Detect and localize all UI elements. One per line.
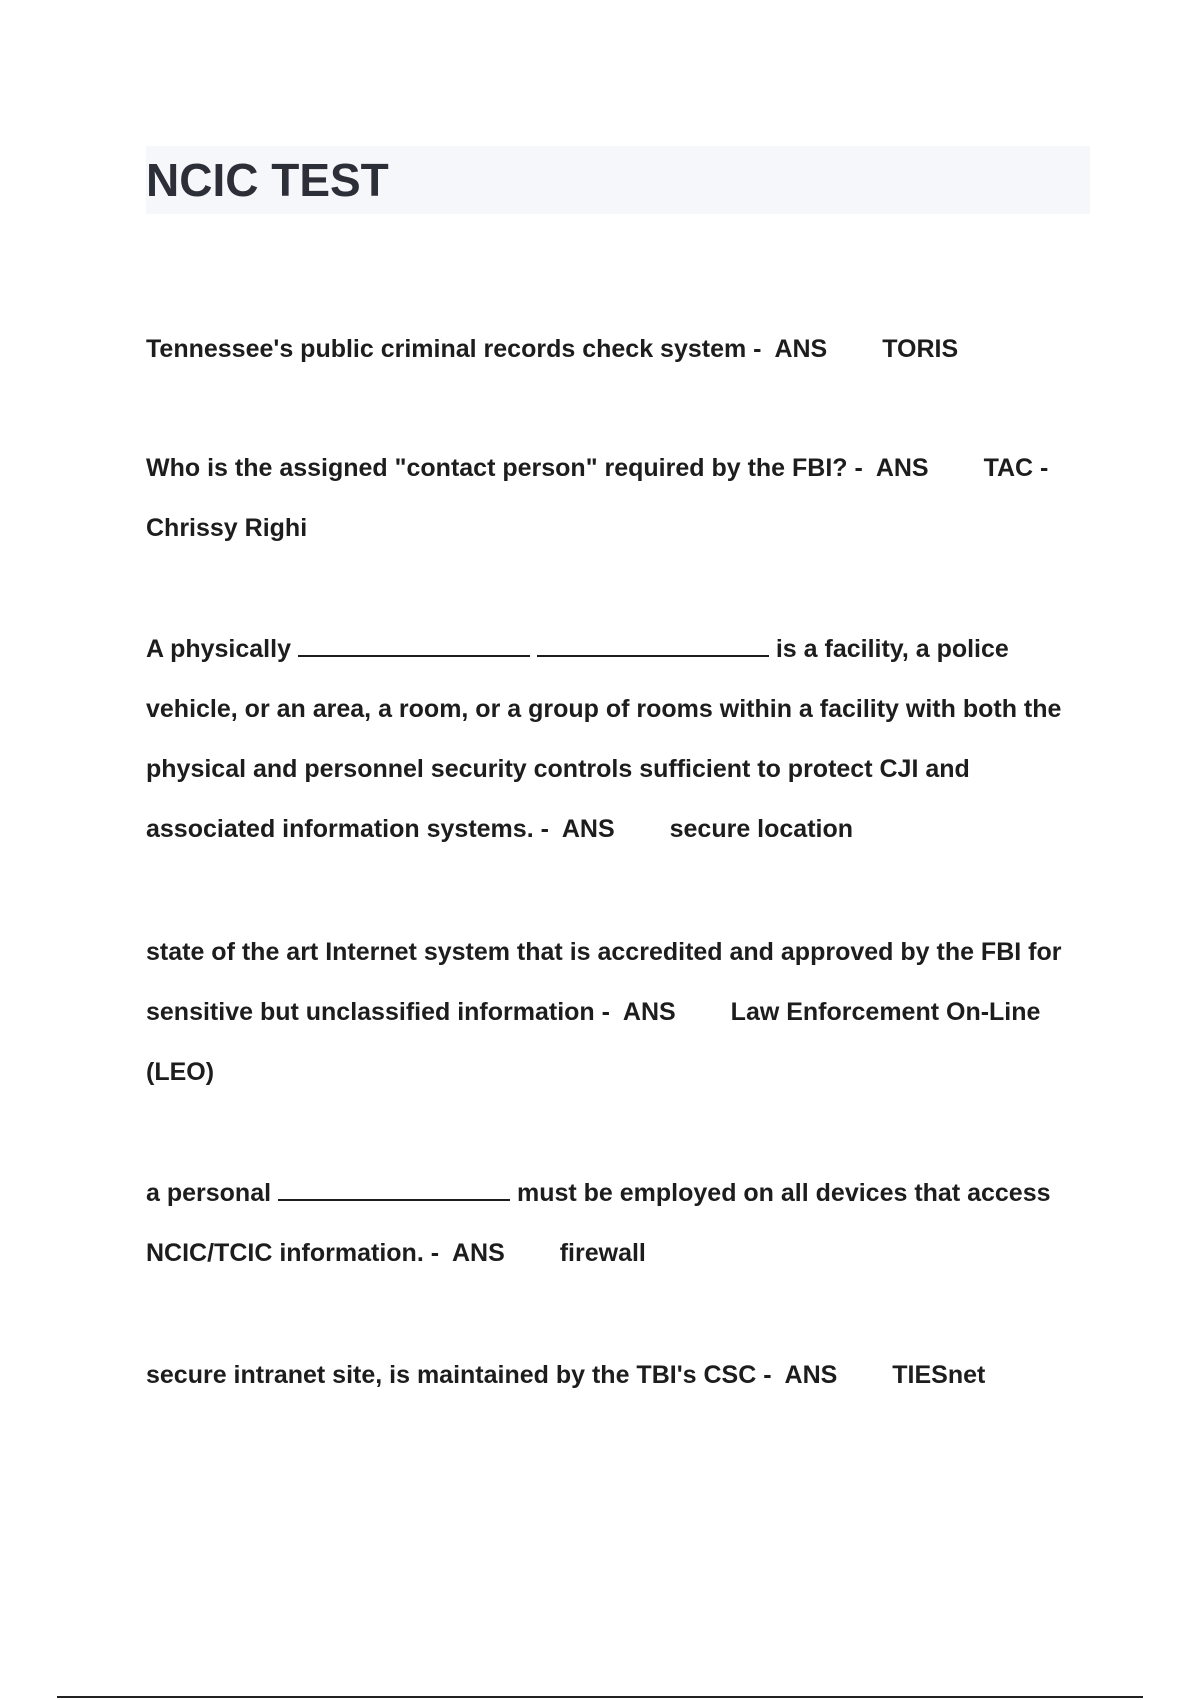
fill-in-blank-line <box>537 633 769 657</box>
question-item-5 <box>146 1163 1096 1283</box>
ans-marker: ANS <box>622 998 676 1026</box>
question-item-3 <box>146 619 1096 859</box>
answer-text: Law Enforcement On-Line (LEO) <box>146 998 1041 1086</box>
fill-in-blank-line <box>298 633 530 657</box>
answer-text: firewall <box>559 1239 646 1267</box>
answer-text: secure location <box>669 815 854 843</box>
question-item-4 <box>146 922 1096 1102</box>
ans-marker: ANS <box>774 335 828 363</box>
answer-text: TORIS <box>882 335 959 363</box>
question-item-6 <box>146 1345 1096 1405</box>
question-text-before-blank: a personal <box>146 1179 272 1207</box>
footer-divider <box>57 1696 1143 1698</box>
question-text: Who is the assigned "contact person" required by the FBI? - <box>146 454 863 482</box>
ans-marker: ANS <box>875 454 929 482</box>
ans-marker: ANS <box>784 1361 838 1389</box>
question-text-after-blank: must be employed on all devices that access NCIC/TCIC information. - <box>146 1179 1051 1267</box>
question-text: Tennessee's public criminal records check system - <box>146 335 762 363</box>
question-text: secure intranet site, is maintained by the TBI's CSC - <box>146 1361 772 1389</box>
title-banner <box>146 146 1090 214</box>
answer-text: TIESnet <box>892 1361 986 1389</box>
question-text-before-blank: A physically <box>146 635 291 663</box>
document-title: NCIC TEST <box>146 154 389 206</box>
answer-text: TAC - Chrissy Righi <box>146 454 1049 542</box>
question-item-2 <box>146 438 1096 558</box>
question-text-after-blank: is a facility, a police vehicle, or an area, a room, or a group of rooms within a facility with both the physical and personnel security controls sufficient to protect CJI and associated information systems. - <box>146 635 1062 843</box>
fill-in-blank-line <box>278 1177 510 1201</box>
question-item-1 <box>146 319 1096 379</box>
question-text: state of the art Internet system that is accredited and approved by the FBI for sensitive but unclassified information - <box>146 938 1062 1026</box>
ans-marker: ANS <box>561 815 615 843</box>
ans-marker: ANS <box>451 1239 505 1267</box>
